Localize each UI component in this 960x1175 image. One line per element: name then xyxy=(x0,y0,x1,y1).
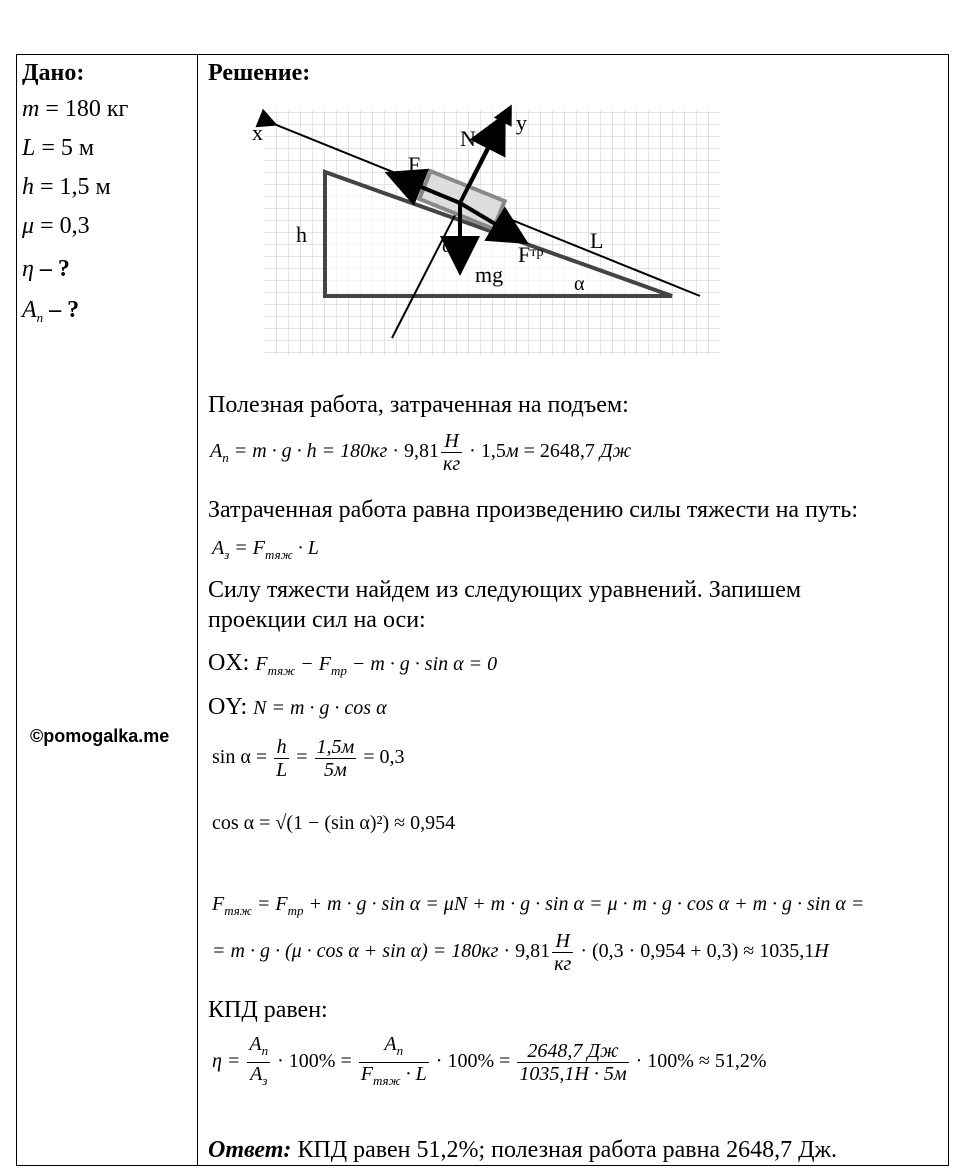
given-header: Дано: xyxy=(22,60,85,86)
unknown-efficiency: η – ? xyxy=(22,256,70,282)
given-length: L = 5 м xyxy=(22,135,95,161)
watermark: ©pomogalka.me xyxy=(30,726,170,746)
label-alpha-bottom: α xyxy=(574,273,585,295)
label-h: h xyxy=(296,222,307,247)
text-efficiency: КПД равен: xyxy=(208,997,328,1023)
label-L: L xyxy=(590,228,604,253)
formula-spent-work: $A_з = F_{тяж} \cdot L$ xyxy=(212,537,319,562)
given-mass: m = 180 кг xyxy=(22,96,129,122)
given-friction: μ = 0,3 xyxy=(22,213,90,239)
answer: Ответ: КПД равен 51,2%; полезная работа равна 2648,7 Дж. xyxy=(208,1137,838,1163)
formula-efficiency: η = $\frac{A_п}{A_з}$ · 100% = $\frac{A_п}{F_{тяж} \cdot L}$ · 100% = $\frac{2648,7 Дж}{1035,1Н \cdot 5м}$ · 100% ≈ 51,2% xyxy=(212,1033,767,1088)
column-divider xyxy=(197,54,198,1166)
text-gravity-2: проекции сил на оси: xyxy=(208,607,426,633)
label-N: N xyxy=(460,126,476,151)
text-gravity-1: Силу тяжести найдем из следующих уравнений. Запишем xyxy=(208,577,802,603)
ox-equation: OX: $F_{тяж} - F_{тр} - m \cdot g \cdot \sin \alpha = 0$ xyxy=(208,650,498,678)
given-height: h = 1,5 м xyxy=(22,174,111,200)
label-mg: mg xyxy=(475,262,504,287)
label-alpha-top: α xyxy=(442,235,453,257)
formula-useful-work: $A_п = m \cdot g \cdot h = 180кг \cdot 9,81$ $\frac{Н}{кг}$ · 1,5м = 2648,7 Дж xyxy=(210,430,632,475)
label-F: F xyxy=(408,152,421,177)
text-spent-work: Затраченная работа равна произведению силы тяжести на путь: xyxy=(208,497,859,523)
formula-sin: sin α = $\frac{h}{L}$ = $\frac{1,5м}{5м}$ = 0,3 xyxy=(212,736,405,781)
formula-gravity-line1: $F_{тяж} = F_{тр} + m \cdot g \cdot \sin \alpha = \mu N + m \cdot g \cdot \sin \alpha = \mu \cdot m \cdot g \cdot \cos \alpha + m \cdot g \cdot \sin \alpha$ = xyxy=(212,893,865,918)
label-Ftr: $F^{тр}$ xyxy=(518,242,544,267)
unknown-useful-work: $A_п$ – ? xyxy=(22,297,80,325)
formula-gravity-line2: = m · g · (μ · cos α + sin α) = 180кг · 9,81 $\frac{Н}{кг}$ · (0,3 · 0,954 + 0,3) ≈ 1035,1Н xyxy=(212,930,829,975)
oy-equation: OY: N = m · g · cos α xyxy=(208,694,387,720)
solution-header: Решение: xyxy=(208,60,311,86)
label-x: x xyxy=(252,120,263,145)
formula-cos: cos α = √(1 − (sin α)²) ≈ 0,954 xyxy=(212,812,456,834)
incline-diagram xyxy=(240,100,730,360)
text-useful-work: Полезная работа, затраченная на подъем: xyxy=(208,392,629,418)
label-y: y xyxy=(516,110,527,135)
